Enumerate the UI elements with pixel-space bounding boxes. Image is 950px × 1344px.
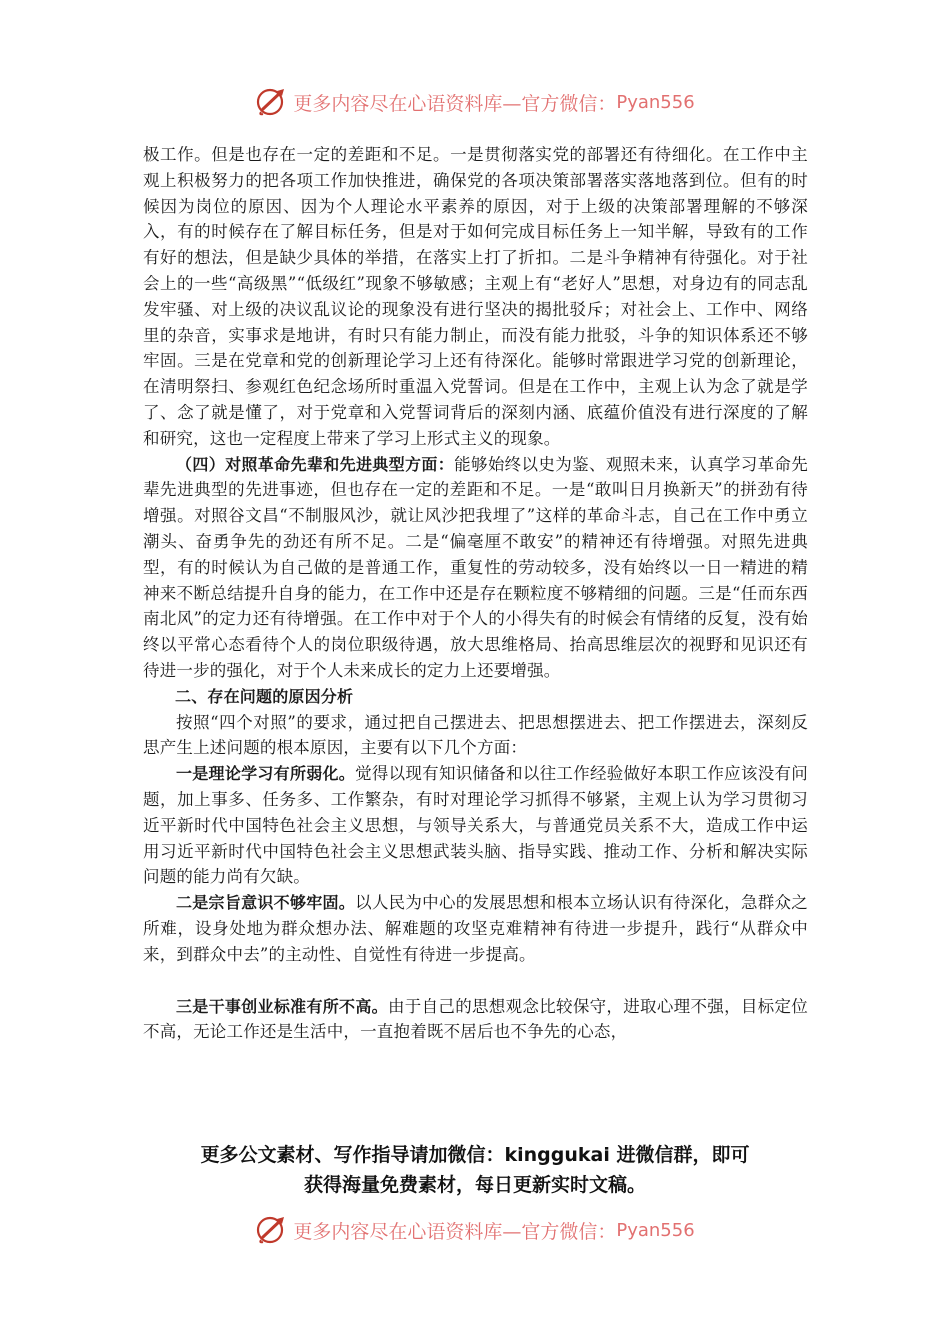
pen-logo-icon [255, 85, 289, 119]
promo-line-2: 获得海量免费素材，每日更新实时文稿。 [303, 1174, 646, 1196]
promo-notice [0, 1140, 950, 1200]
paragraph-2-text: 能够始终以史为鉴、观照未来，认真学习革命先辈先进典型的先进事迹，但也存在一定的差距和不足。一是“敢叫日月换新天”的拼劲有待增强。对照谷文昌“不制服风沙，就让风沙把我埋了”这样的革命斗志，自己在工作中勇立潮头、奋勇争先的劲还有所不足。二是“偏毫厘不敢安”的精神还有待增强。对照先进典型，有的时候认为自己做的是普通工作，重复性的劳动较多，没有始终以一日一精进的精神来不断总结提升自身的能力，在工作中还是存在颗粒度不够精细的问题。三是“任而东西南北风”的定力还有待增强。在工作中对于个人的小得失有的时候会有情绪的反复，没有始终以平常心态看待个人的岗位职级待遇，放大思维格局、抬高思维层次的视野和见识还有待进一步的强化，对于个人未来成长的定力上还要增强。 [143, 454, 808, 680]
paragraph-5-text: 以人民为中心的发展思想和根本立场认识有待深化，急群众之所难，设身处地为群众想办法、解难题的攻坚克难精神有待进一步提升，践行“从群众中来，到群众中去”的主动性、自觉性有待进一步提高。 [143, 893, 808, 964]
header-banner [0, 82, 950, 122]
footer-banner [0, 1210, 950, 1250]
paragraph-5 [143, 890, 808, 967]
promo-line-1: 更多公文素材、写作指导请加微信：kinggukai 进微信群，即可 [200, 1144, 750, 1166]
paragraph-2-heading: （四）对照革命先辈和先进典型方面： [176, 454, 455, 474]
section-heading: 二、存在问题的原因分析 [175, 686, 354, 706]
paragraph-3: 按照“四个对照”的要求，通过把自己摆进去、把思想摆进去、把工作摆进去，深刻反思产生上述问题的根本原因，主要有以下几个方面： [143, 712, 808, 758]
paragraph-6-heading: 三是干事创业标准有所不高。 [176, 996, 388, 1016]
paragraph-4-text: 觉得以现有知识储备和以往工作经验做好本职工作应该没有问题，加上事多、任务多、工作繁杂，有时对理论学习抓得不够紧，主观上认为学习贯彻习近平新时代中国特色社会主义思想，与领导关系大，与普通党员关系不大，造成工作中运用习近平新时代中国特色社会主义思想武装头脑、指导实践、推动工作、分析和解决实际问题的能力尚有欠缺。 [143, 764, 808, 887]
header-banner-wechat-id: Pyan556 [616, 91, 695, 113]
pen-logo-icon [255, 1213, 289, 1247]
paragraph-6 [143, 994, 808, 1046]
footer-banner-text: 更多内容尽在心语资料库—官方微信： [293, 1220, 617, 1243]
paragraph-5-heading: 二是宗旨意识不够牢固。 [176, 893, 356, 913]
paragraph-6-text: 由于自己的思想观念比较保守，进取心理不强，目标定位不高，无论工作还是生活中，一直抱着既不居后也不争先的心态， [143, 996, 808, 1042]
paragraph-2 [143, 452, 808, 684]
spacer [143, 968, 808, 994]
paragraph-1: 极工作。但是也存在一定的差距和不足。一是贯彻落实党的部署还有待细化。在工作中主观上积极努力的把各项工作加快推进，确保党的各项决策部署落实落地落到位。但有的时候因为岗位的原因、因为个人理论水平素养的原因，对于上级的决策部署理解的不够深入，有的时候存在了解目标任务，但是对于如何完成目标任务上一知半解，导致有的工作有好的想法，但是缺少具体的举措，在落实上打了折扣。二是斗争精神有待强化。对于社会上的一些“高级黑”“低级红”现象不够敏感；主观上有“老好人”思想，对身边有的同志乱发牢骚、对上级的决议乱议论的现象没有进行坚决的揭批驳斥；对社会上、工作中、网络里的杂音，实事求是地讲，有时只有能力制止，而没有能力批驳，斗争的知识体系还不够牢固。三是在党章和党的创新理论学习上还有待深化。能够时常跟进学习党的创新理论，在清明祭扫、参观红色纪念场所时重温入党誓词。但是在工作中，主观上认为念了就是学了、念了就是懂了，对于党章和入党誓词背后的深刻内涵、底蕴价值没有进行深度的了解和研究，这也一定程度上带来了学习上形式主义的现象。 [143, 145, 808, 448]
document-body [143, 142, 808, 1045]
header-banner-text: 更多内容尽在心语资料库—官方微信： [293, 92, 617, 115]
paragraph-4-heading: 一是理论学习有所弱化。 [176, 764, 356, 784]
footer-banner-wechat-id: Pyan556 [616, 1219, 695, 1241]
paragraph-4 [143, 761, 808, 890]
